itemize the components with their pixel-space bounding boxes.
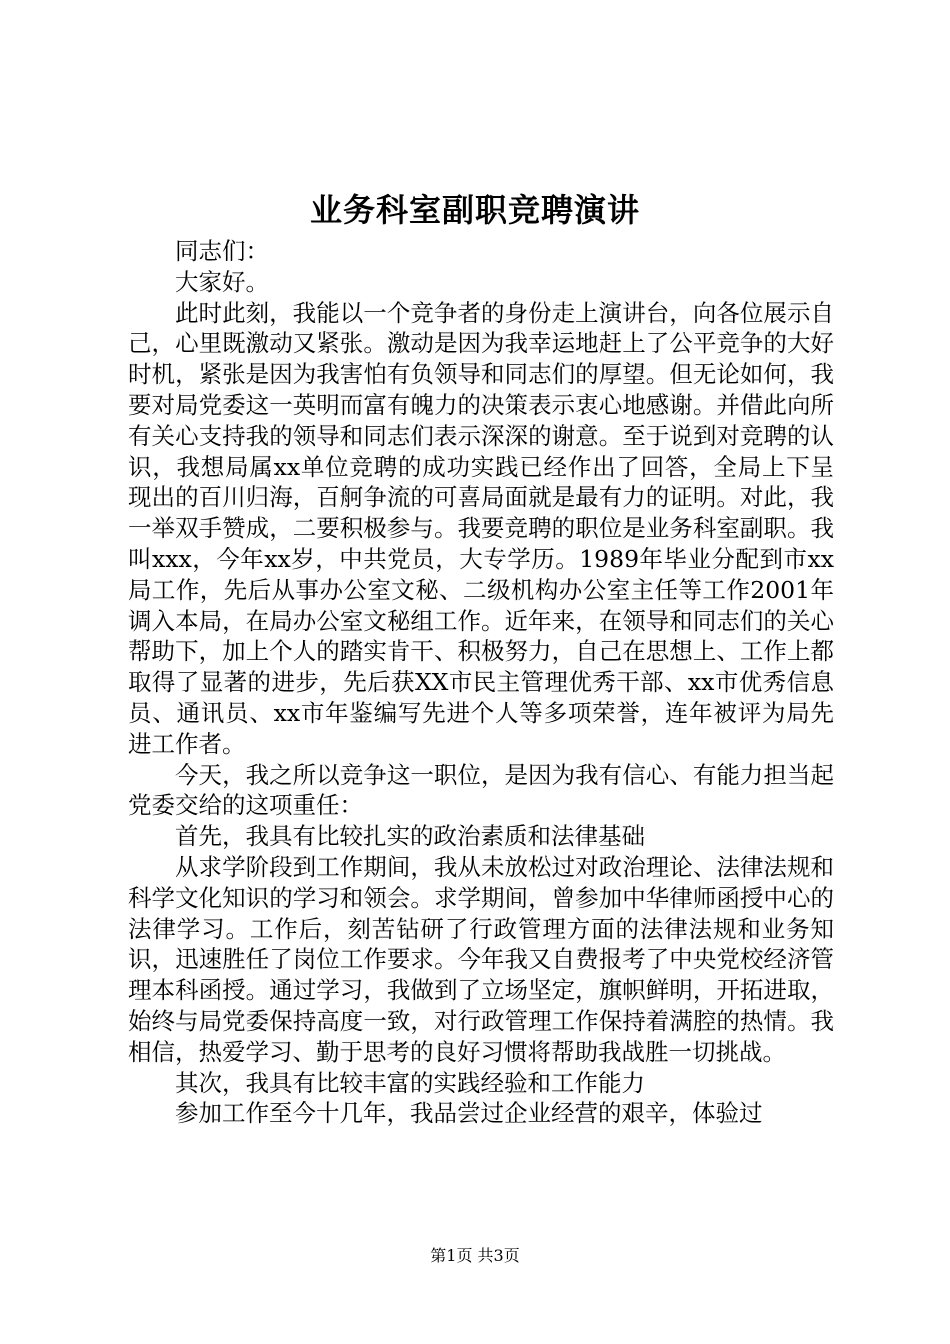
reason-paragraph: 今天，我之所以竞争这一职位，是因为我有信心、有能力担当起党委交给的这项重任：	[128, 760, 834, 820]
salutation-paragraph: 同志们：	[175, 237, 269, 265]
second-point-paragraph: 参加工作至今十几年，我品尝过企业经营的艰辛，体验过	[175, 1099, 763, 1128]
second-point-heading: 其次，我具有比较丰富的实践经验和工作能力	[175, 1068, 645, 1097]
first-point-heading: 首先，我具有比较扎实的政治素质和法律基础	[175, 822, 645, 851]
page-number-footer: 第1页 共3页	[430, 1246, 520, 1265]
first-point-paragraph: 从求学阶段到工作期间，我从未放松过对政治理论、法律法规和科学文化知识的学习和领会。求学期间，曾参加中华律师函授中心的法律学习。工作后，刻苦钻研了行政管理方面的法律法规和业务知识，迅速胜任了岗位工作要求。今年我又自费报考了中央党校经济管理本科函授。通过学习，我做到了立场坚定，旗帜鲜明，开拓进取，始终与局党委保持高度一致，对行政管理工作保持着满腔的热情。我相信，热爱学习、勤于思考的良好习惯将帮助我战胜一切挑战。	[128, 852, 834, 1066]
greeting-paragraph: 大家好。	[175, 267, 269, 296]
introduction-paragraph: 此时此刻，我能以一个竞争者的身份走上演讲台，向各位展示自己，心里既激动又紧张。激动是因为我幸运地赶上了公平竞争的大好时机，紧张是因为我害怕有负领导和同志们的厚望。但无论如何，我要对局党委这一英明而富有魄力的决策表示衷心地感谢。并借此向所有关心支持我的领导和同志们表示深深的谢意。至于说到对竞聘的认识，我想局属xx单位竞聘的成功实践已经作出了回答，全局上下呈现出的百川归海，百舸争流的可喜局面就是最有力的证明。对此，我一举双手赞成，二要积极参与。我要竞聘的职位是业务科室副职。我叫xxx，今年xx岁，中共党员，大专学历。1989年毕业分配到市xx局工作，先后从事办公室文秘、二级机构办公室主任等工作2001年调入本局，在局办公室文秘组工作。近年来，在领导和同志们的关心帮助下，加上个人的踏实肯干、积极努力，自己在思想上、工作上都取得了显著的进步，先后获XX市民主管理优秀干部、xx市优秀信息员、通讯员、xx市年鉴编写先进个人等多项荣誉，连年被评为局先进工作者。	[128, 298, 834, 758]
document-body	[128, 236, 834, 1129]
document-title: 业务科室副职竞聘演讲	[309, 191, 640, 229]
